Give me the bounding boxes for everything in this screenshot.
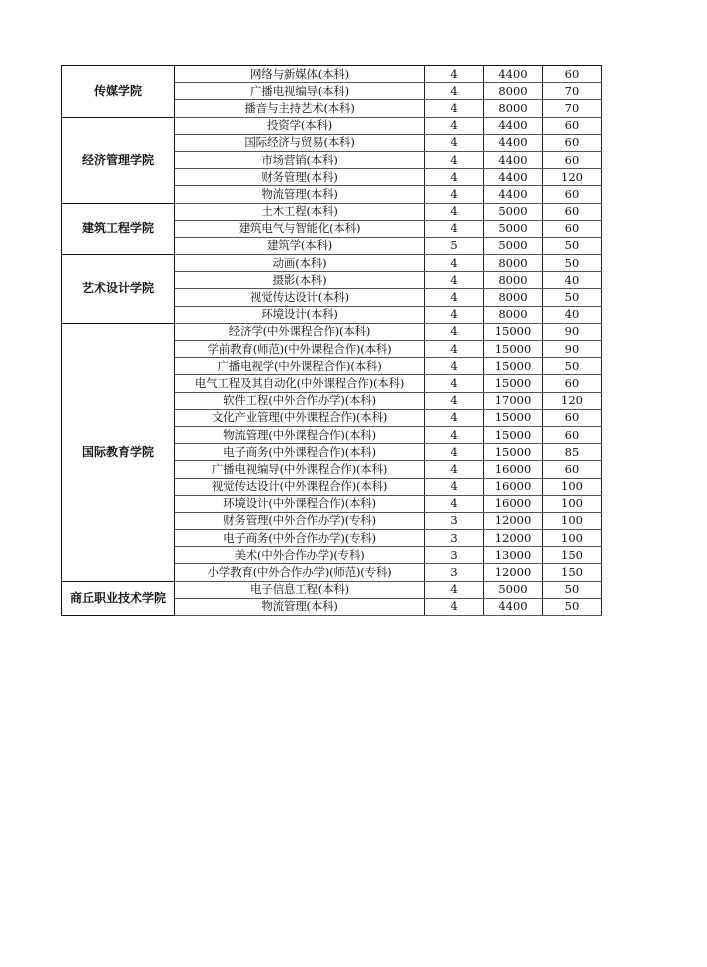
fee-cell: 4400	[484, 598, 543, 615]
major-cell: 视觉传达设计(中外课程合作)(本科)	[175, 478, 425, 495]
major-cell: 建筑学(本科)	[175, 237, 425, 254]
major-cell: 电子信息工程(本科)	[175, 581, 425, 598]
quota-cell: 60	[543, 461, 602, 478]
years-cell: 4	[425, 392, 484, 409]
quota-cell: 85	[543, 444, 602, 461]
quota-cell: 70	[543, 100, 602, 117]
fee-cell: 12000	[484, 530, 543, 547]
years-cell: 4	[425, 478, 484, 495]
major-cell: 视觉传达设计(本科)	[175, 289, 425, 306]
fee-cell: 16000	[484, 495, 543, 512]
college-name-cell: 经济管理学院	[62, 117, 175, 203]
major-cell: 物流管理(本科)	[175, 186, 425, 203]
quota-cell: 60	[543, 186, 602, 203]
major-cell: 电子商务(中外课程合作)(本科)	[175, 444, 425, 461]
quota-cell: 60	[543, 151, 602, 168]
major-cell: 物流管理(本科)	[175, 598, 425, 615]
years-cell: 4	[425, 409, 484, 426]
major-cell: 财务管理(本科)	[175, 169, 425, 186]
fee-cell: 8000	[484, 100, 543, 117]
fee-cell: 15000	[484, 444, 543, 461]
quota-cell: 100	[543, 495, 602, 512]
fee-cell: 12000	[484, 512, 543, 529]
quota-cell: 120	[543, 392, 602, 409]
fee-cell: 8000	[484, 83, 543, 100]
fee-cell: 12000	[484, 564, 543, 581]
major-cell: 软件工程(中外合作办学)(本科)	[175, 392, 425, 409]
fee-cell: 5000	[484, 581, 543, 598]
quota-cell: 120	[543, 169, 602, 186]
years-cell: 4	[425, 461, 484, 478]
enrollment-table-body	[62, 66, 602, 616]
table-row	[62, 323, 602, 340]
major-cell: 电子商务(中外合作办学)(专科)	[175, 530, 425, 547]
years-cell: 4	[425, 220, 484, 237]
quota-cell: 50	[543, 358, 602, 375]
years-cell: 3	[425, 564, 484, 581]
years-cell: 4	[425, 186, 484, 203]
quota-cell: 100	[543, 512, 602, 529]
major-cell: 广播电视编导(中外课程合作)(本科)	[175, 461, 425, 478]
fee-cell: 4400	[484, 151, 543, 168]
quota-cell: 60	[543, 220, 602, 237]
quota-cell: 70	[543, 83, 602, 100]
major-cell: 经济学(中外课程合作)(本科)	[175, 323, 425, 340]
years-cell: 4	[425, 203, 484, 220]
quota-cell: 90	[543, 323, 602, 340]
major-cell: 环境设计(中外课程合作)(本科)	[175, 495, 425, 512]
fee-cell: 4400	[484, 134, 543, 151]
college-name-cell: 艺术设计学院	[62, 255, 175, 324]
major-cell: 国际经济与贸易(本科)	[175, 134, 425, 151]
quota-cell: 60	[543, 426, 602, 443]
major-cell: 小学教育(中外合作办学)(师范)(专科)	[175, 564, 425, 581]
table-row	[62, 66, 602, 83]
years-cell: 3	[425, 530, 484, 547]
years-cell: 4	[425, 169, 484, 186]
years-cell: 4	[425, 306, 484, 323]
years-cell: 4	[425, 151, 484, 168]
years-cell: 4	[425, 323, 484, 340]
major-cell: 网络与新媒体(本科)	[175, 66, 425, 83]
fee-cell: 5000	[484, 203, 543, 220]
years-cell: 4	[425, 134, 484, 151]
college-name-cell: 建筑工程学院	[62, 203, 175, 255]
years-cell: 4	[425, 495, 484, 512]
enrollment-table	[61, 65, 602, 616]
years-cell: 4	[425, 100, 484, 117]
major-cell: 摄影(本科)	[175, 272, 425, 289]
major-cell: 建筑电气与智能化(本科)	[175, 220, 425, 237]
fee-cell: 13000	[484, 547, 543, 564]
major-cell: 物流管理(中外课程合作)(本科)	[175, 426, 425, 443]
major-cell: 广播电视编导(本科)	[175, 83, 425, 100]
quota-cell: 50	[543, 237, 602, 254]
quota-cell: 60	[543, 409, 602, 426]
fee-cell: 15000	[484, 323, 543, 340]
fee-cell: 15000	[484, 409, 543, 426]
fee-cell: 5000	[484, 220, 543, 237]
quota-cell: 40	[543, 306, 602, 323]
fee-cell: 4400	[484, 66, 543, 83]
major-cell: 环境设计(本科)	[175, 306, 425, 323]
fee-cell: 15000	[484, 375, 543, 392]
quota-cell: 40	[543, 272, 602, 289]
major-cell: 电气工程及其自动化(中外课程合作)(本科)	[175, 375, 425, 392]
years-cell: 4	[425, 375, 484, 392]
quota-cell: 60	[543, 66, 602, 83]
major-cell: 市场营销(本科)	[175, 151, 425, 168]
years-cell: 3	[425, 547, 484, 564]
years-cell: 3	[425, 512, 484, 529]
quota-cell: 150	[543, 547, 602, 564]
major-cell: 文化产业管理(中外课程合作)(本科)	[175, 409, 425, 426]
fee-cell: 5000	[484, 237, 543, 254]
years-cell: 4	[425, 358, 484, 375]
fee-cell: 4400	[484, 169, 543, 186]
fee-cell: 8000	[484, 255, 543, 272]
major-cell: 学前教育(师范)(中外课程合作)(本科)	[175, 341, 425, 358]
fee-cell: 15000	[484, 341, 543, 358]
major-cell: 财务管理(中外合作办学)(专科)	[175, 512, 425, 529]
major-cell: 土木工程(本科)	[175, 203, 425, 220]
quota-cell: 100	[543, 530, 602, 547]
years-cell: 4	[425, 444, 484, 461]
college-name-cell: 国际教育学院	[62, 323, 175, 581]
quota-cell: 60	[543, 375, 602, 392]
fee-cell: 4400	[484, 117, 543, 134]
fee-cell: 8000	[484, 306, 543, 323]
years-cell: 4	[425, 289, 484, 306]
years-cell: 4	[425, 117, 484, 134]
table-row	[62, 581, 602, 598]
table-row	[62, 255, 602, 272]
quota-cell: 150	[543, 564, 602, 581]
table-row	[62, 203, 602, 220]
quota-cell: 50	[543, 581, 602, 598]
years-cell: 4	[425, 66, 484, 83]
major-cell: 播音与主持艺术(本科)	[175, 100, 425, 117]
quota-cell: 50	[543, 289, 602, 306]
fee-cell: 17000	[484, 392, 543, 409]
years-cell: 4	[425, 341, 484, 358]
years-cell: 4	[425, 83, 484, 100]
quota-cell: 100	[543, 478, 602, 495]
college-name-cell: 商丘职业技术学院	[62, 581, 175, 615]
fee-cell: 15000	[484, 358, 543, 375]
major-cell: 投资学(本科)	[175, 117, 425, 134]
major-cell: 广播电视学(中外课程合作)(本科)	[175, 358, 425, 375]
quota-cell: 90	[543, 341, 602, 358]
quota-cell: 50	[543, 255, 602, 272]
fee-cell: 16000	[484, 461, 543, 478]
fee-cell: 8000	[484, 272, 543, 289]
quota-cell: 50	[543, 598, 602, 615]
major-cell: 动画(本科)	[175, 255, 425, 272]
fee-cell: 4400	[484, 186, 543, 203]
table-row	[62, 117, 602, 134]
major-cell: 美术(中外合作办学)(专科)	[175, 547, 425, 564]
college-name-cell: 传媒学院	[62, 66, 175, 118]
years-cell: 5	[425, 237, 484, 254]
years-cell: 4	[425, 272, 484, 289]
years-cell: 4	[425, 426, 484, 443]
quota-cell: 60	[543, 134, 602, 151]
fee-cell: 8000	[484, 289, 543, 306]
years-cell: 4	[425, 581, 484, 598]
quota-cell: 60	[543, 117, 602, 134]
fee-cell: 15000	[484, 426, 543, 443]
fee-cell: 16000	[484, 478, 543, 495]
years-cell: 4	[425, 598, 484, 615]
years-cell: 4	[425, 255, 484, 272]
quota-cell: 60	[543, 203, 602, 220]
